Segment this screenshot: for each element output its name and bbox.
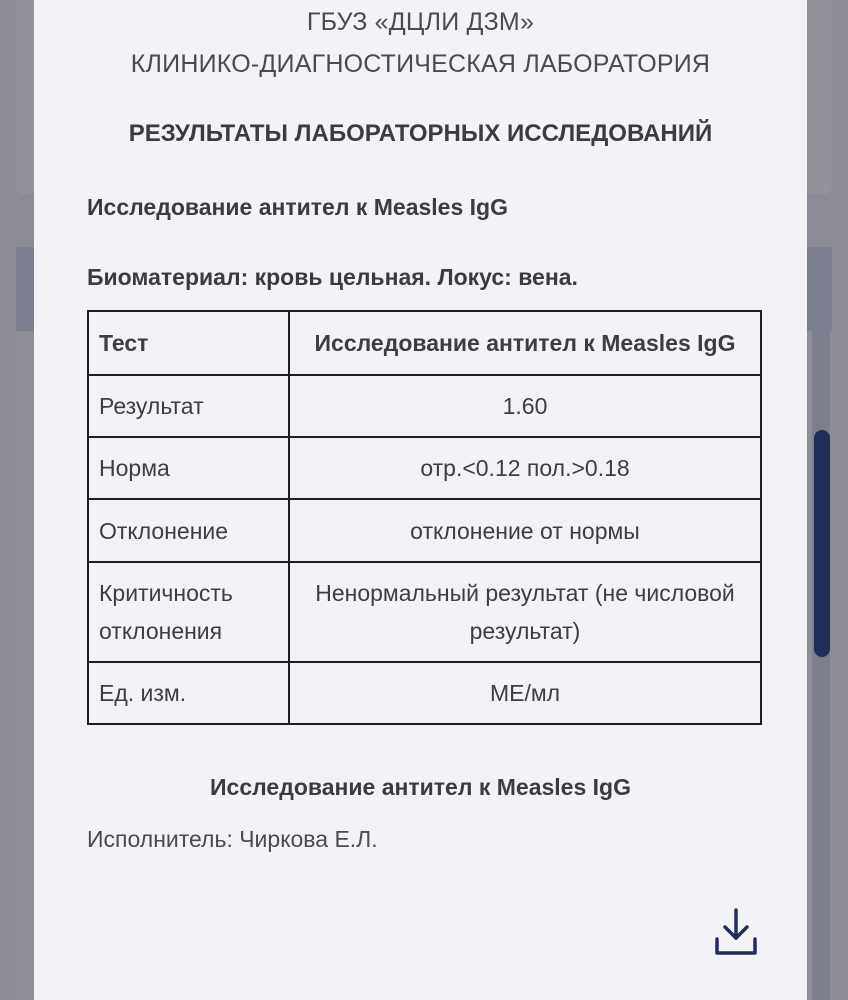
table-row-deviation [88,499,761,562]
table-row-criticality [88,562,761,662]
download-button[interactable] [712,906,760,958]
row-value: Ненормальный результат (не числовой результат) [289,562,761,662]
table-header-row [88,311,761,375]
header-value-cell: Исследование антител к Measles IgG [289,311,761,375]
row-label: Норма [88,437,289,499]
org-name: ГБУЗ «ДЦЛИ ДЗМ» [306,8,535,36]
scrollbar-thumb[interactable] [814,430,830,657]
document-title: РЕЗУЛЬТАТЫ ЛАБОРАТОРНЫХ ИССЛЕДОВАНИЙ [128,120,713,147]
row-value: отр.<0.12 пол.>0.18 [289,437,761,499]
biomaterial-info: Биоматериал: кровь цельная. Локус: вена. [87,264,578,290]
lab-name: КЛИНИКО-ДИАГНОСТИЧЕСКАЯ ЛАБОРАТОРИЯ [130,50,711,78]
footer-study-title: Исследование антител к Measles IgG [210,774,631,800]
table-row-norm [88,437,761,499]
lab-results-sheet [34,0,807,1000]
results-table [87,310,762,725]
executor-name: Исполнитель: Чиркова Е.Л. [87,826,378,852]
row-label: Отклонение [88,499,289,562]
table-row-units [88,662,761,724]
row-label: Результат [88,375,289,437]
study-title: Исследование антител к Measles IgG [87,194,508,220]
table-row-result [88,375,761,437]
download-icon [712,906,760,958]
row-value: отклонение от нормы [289,499,761,562]
header-label-cell: Тест [88,311,289,375]
row-label: Ед. изм. [88,662,289,724]
row-value: МЕ/мл [289,662,761,724]
row-label: Критичность отклонения [88,562,289,662]
row-value: 1.60 [289,375,761,437]
